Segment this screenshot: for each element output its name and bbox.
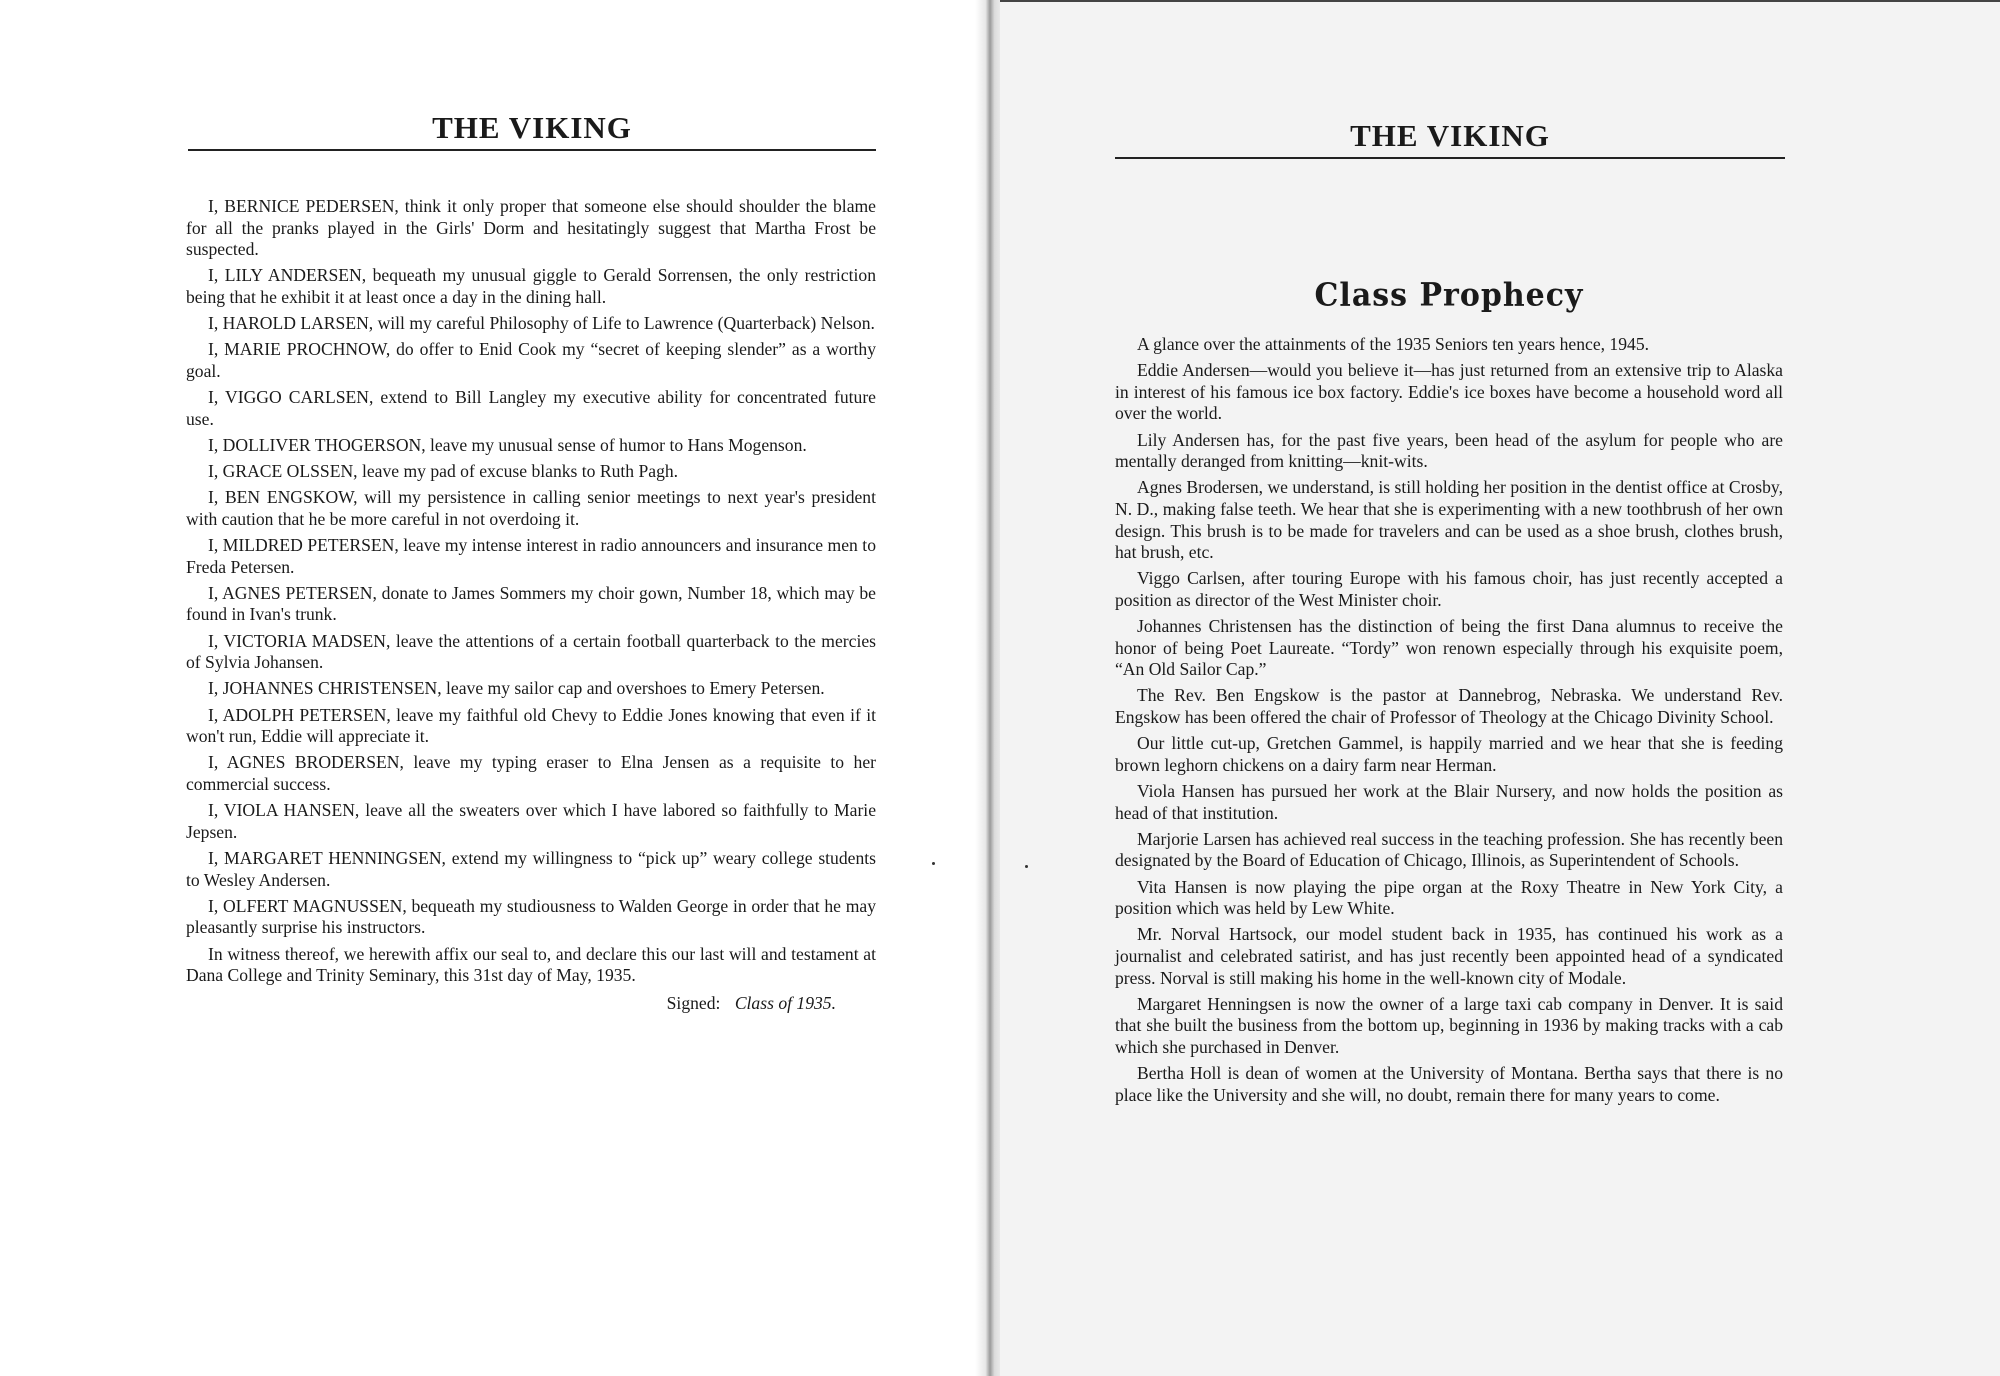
right-page-body (1115, 334, 1783, 1111)
will-entry: I, LILY ANDERSEN, bequeath my unusual giggle to Gerald Sorrensen, the only restriction being that he exhibit it at least once a day in the dining hall. (186, 265, 876, 307)
left-header-title: THE VIKING (432, 110, 632, 145)
prophecy-entry: Vita Hansen is now playing the pipe organ at the Roxy Theatre in New York City, a position which was held by Lew White. (1115, 876, 1783, 919)
left-page-header (188, 112, 876, 162)
signed-label: Signed: (666, 992, 721, 1013)
right-header-title: THE VIKING (1350, 118, 1550, 153)
will-entry: I, DOLLIVER THOGERSON, leave my unusual sense of humor to Hans Mogenson. (208, 434, 807, 455)
prophecy-entry: Bertha Holl is dean of women at the University of Montana. Bertha says that there is no place like the University and she will, no doubt, remain there for many years to come. (1115, 1063, 1783, 1105)
right-page-header (1115, 120, 1785, 170)
prophecy-entry: The Rev. Ben Engskow is the pastor at Dannebrog, Nebraska. We understand Rev. Engskow has been offered the chair of Professor of Theology at the Chicago Divinity School. (1115, 685, 1783, 728)
paper-speck (1025, 865, 1028, 868)
will-entry: I, ADOLPH PETERSEN, leave my faithful old Chevy to Eddie Jones knowing that even if it won't run, Eddie will appreciate it. (186, 704, 876, 747)
prophecy-entry: Marjorie Larsen has achieved real success in the teaching profession. She has recently been designated by the Board of Education of Chicago, Illinois, as Superintendent of Schools. (1115, 828, 1783, 871)
prophecy-entry: Lily Andersen has, for the past five years, been head of the asylum for people who are mentally deranged from knitting—knit-wits. (1115, 429, 1783, 472)
will-entry: I, JOHANNES CHRISTENSEN, leave my sailor cap and overshoes to Emery Petersen. (208, 678, 825, 699)
witness-statement: In witness thereof, we herewith affix our seal to, and declare this our last will and testament at Dana College and Trinity Seminary, this 31st day of May, 1935. (186, 943, 876, 986)
left-page-body (186, 196, 876, 1014)
prophecy-entry: Johannes Christensen has the distinction of being the first Dana alumnus to receive the honor of being Poet Laureate. “Tordy” won renown especially through his exquisite poem, “An Old Sailor Cap.” (1115, 616, 1783, 680)
will-entry: I, AGNES BRODERSEN, leave my typing eraser to Elna Jensen as a requisite to her commercial success. (186, 752, 876, 794)
will-entry: I, BERNICE PEDERSEN, think it only proper that someone else should shoulder the blame for all the pranks played in the Girls' Dorm and hesitatingly suggest that Martha Frost be suspected. (186, 196, 876, 260)
will-entry: I, OLFERT MAGNUSSEN, bequeath my studiousness to Walden George in order that he may pleasantly surprise his instructors. (186, 895, 876, 938)
header-ornament (188, 152, 876, 162)
will-entry: I, BEN ENGSKOW, will my persistence in calling senior meetings to next year's president with caution that he be more careful in not overdoing it. (186, 487, 876, 529)
prophecy-entry: Viola Hansen has pursued her work at the Blair Nursery, and now holds the position as head of that institution. (1115, 781, 1783, 823)
prophecy-entry: Eddie Andersen—would you believe it—has just returned from an extensive trip to Alaska in interest of his famous ice box factory. Eddie's ice boxes have become a household word all over the world. (1115, 360, 1783, 424)
prophecy-entry: Margaret Henningsen is now the owner of a large taxi cab company in Denver. It is said that she built the business from the bottom up, beginning in 1936 by making tracks with a cab which she purchased in Denver. (1115, 993, 1783, 1057)
prophecy-entry: Agnes Brodersen, we understand, is still holding her position in the dentist office at Crosby, N. D., making false teeth. We hear that she is experimenting with a new toothbrush of her own design. This brush is to be made for travelers and can be used as a shoe brush, clothes brush, hat brush, etc. (1115, 477, 1783, 563)
prophecy-entry: A glance over the attainments of the 1935 Seniors ten years hence, 1945. (1137, 334, 1650, 354)
will-entry: I, HAROLD LARSEN, will my careful Philosophy of Life to Lawrence (Quarterback) Nelson. (208, 313, 875, 334)
left-page (0, 0, 985, 1376)
signature-line (186, 993, 876, 1015)
will-entry: I, VIGGO CARLSEN, extend to Bill Langley my executive ability for concentrated future use. (186, 387, 876, 429)
prophecy-entry: Mr. Norval Hartsock, our model student back in 1935, has continued his work as a journalist and celebrated satirist, and has just recently been appointed head of a syndicated press. Norval is still making his home in the well-known city of Modale. (1115, 924, 1783, 988)
will-entry: I, VICTORIA MADSEN, leave the attentions of a certain football quarterback to the mercies of Sylvia Johansen. (186, 630, 876, 673)
will-entry: I, MILDRED PETERSEN, leave my intense interest in radio announcers and insurance men to Freda Petersen. (186, 535, 876, 577)
will-entry: I, MARGARET HENNINGSEN, extend my willingness to “pick up” weary college students to Wesley Andersen. (186, 847, 876, 890)
header-ornament (1115, 160, 1785, 170)
will-entry: I, GRACE OLSSEN, leave my pad of excuse blanks to Ruth Pagh. (208, 461, 679, 482)
will-entry: I, VIOLA HANSEN, leave all the sweaters over which I have labored so faithfully to Marie Jepsen. (186, 800, 876, 842)
section-title: Class Prophecy (1314, 277, 1584, 314)
will-entry: I, MARIE PROCHNOW, do offer to Enid Cook my “secret of keeping slender” as a worthy goal. (186, 339, 876, 381)
prophecy-entry: Viggo Carlsen, after touring Europe with his famous choir, has just recently accepted a position as director of the West Minister choir. (1115, 568, 1783, 610)
signed-by: Class of 1935. (734, 992, 836, 1013)
will-entry: I, AGNES PETERSEN, donate to James Sommers my choir gown, Number 18, which may be found in Ivan's trunk. (186, 582, 876, 625)
paper-speck (932, 862, 935, 865)
header-rule (188, 149, 876, 151)
header-rule (1115, 157, 1785, 159)
prophecy-entry: Our little cut-up, Gretchen Gammel, is happily married and we hear that she is feeding brown leghorn chickens on a dairy farm near Herman. (1115, 733, 1783, 775)
